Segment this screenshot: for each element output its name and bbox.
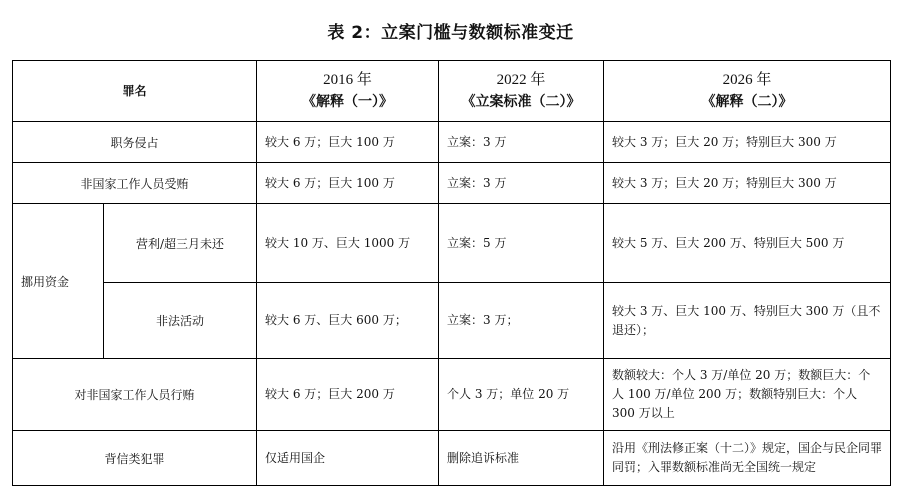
table-header-row bbox=[13, 61, 891, 122]
header-2026 bbox=[604, 61, 891, 122]
value-2022: 个人 3 万；单位 20 万 bbox=[439, 359, 604, 431]
header-2022-doc: 《立案标准（二）》 bbox=[461, 94, 581, 110]
header-2022 bbox=[439, 61, 604, 122]
table-title: 表 2：立案门槛与数额标准变迁 bbox=[327, 23, 574, 43]
header-2016 bbox=[257, 61, 439, 122]
crime-name: 职务侵占 bbox=[13, 122, 257, 163]
header-2016-year: 2016 年 bbox=[323, 72, 372, 88]
table-row bbox=[13, 283, 891, 359]
table-row bbox=[13, 163, 891, 204]
header-2022-year: 2022 年 bbox=[496, 72, 546, 88]
table-row bbox=[13, 359, 891, 431]
value-2026: 较大 3 万；巨大 20 万；特别巨大 300 万 bbox=[604, 122, 891, 163]
value-2026: 较大 5 万、巨大 200 万、特别巨大 500 万 bbox=[604, 204, 891, 283]
header-crime: 罪名 bbox=[13, 61, 257, 122]
value-2026: 较大 3 万、巨大 100 万、特别巨大 300 万（且不退还）； bbox=[604, 283, 891, 359]
crime-name: 挪用资金 bbox=[13, 204, 104, 359]
value-2016: 较大 6 万；巨大 200 万 bbox=[257, 359, 439, 431]
value-2022: 立案：3 万 bbox=[439, 163, 604, 204]
value-2016: 较大 10 万、巨大 1000 万 bbox=[257, 204, 439, 283]
crime-name: 对非国家工作人员行贿 bbox=[13, 359, 257, 431]
table-row bbox=[13, 122, 891, 163]
value-2022: 删除追诉标准 bbox=[439, 431, 604, 486]
value-2022: 立案：3 万 bbox=[439, 122, 604, 163]
crime-name: 非国家工作人员受贿 bbox=[13, 163, 257, 204]
value-2016: 较大 6 万；巨大 100 万 bbox=[257, 163, 439, 204]
header-2016-doc: 《解释（一）》 bbox=[302, 94, 394, 110]
crime-name: 背信类犯罪 bbox=[13, 431, 257, 486]
table-row bbox=[13, 431, 891, 486]
value-2016: 较大 6 万、巨大 600 万； bbox=[257, 283, 439, 359]
value-2026: 数额较大：个人 3 万/单位 20 万；数额巨大：个人 100 万/单位 200 万；数额特别巨大：个人 300 万以上 bbox=[604, 359, 891, 431]
value-2022: 立案：5 万 bbox=[439, 204, 604, 283]
threshold-table bbox=[12, 60, 891, 486]
header-2026-year: 2026 年 bbox=[722, 72, 772, 88]
value-2016: 较大 6 万；巨大 100 万 bbox=[257, 122, 439, 163]
value-2016: 仅适用国企 bbox=[257, 431, 439, 486]
sub-category: 营利/超三月未还 bbox=[104, 204, 257, 283]
value-2026: 较大 3 万；巨大 20 万；特别巨大 300 万 bbox=[604, 163, 891, 204]
sub-category: 非法活动 bbox=[104, 283, 257, 359]
value-2022: 立案：3 万； bbox=[439, 283, 604, 359]
table-row bbox=[13, 204, 891, 283]
value-2026: 沿用《刑法修正案（十二）》规定，国企与民企同罪同罚；入罪数额标准尚无全国统一规定 bbox=[604, 431, 891, 486]
header-2026-doc: 《解释（二）》 bbox=[701, 94, 793, 110]
